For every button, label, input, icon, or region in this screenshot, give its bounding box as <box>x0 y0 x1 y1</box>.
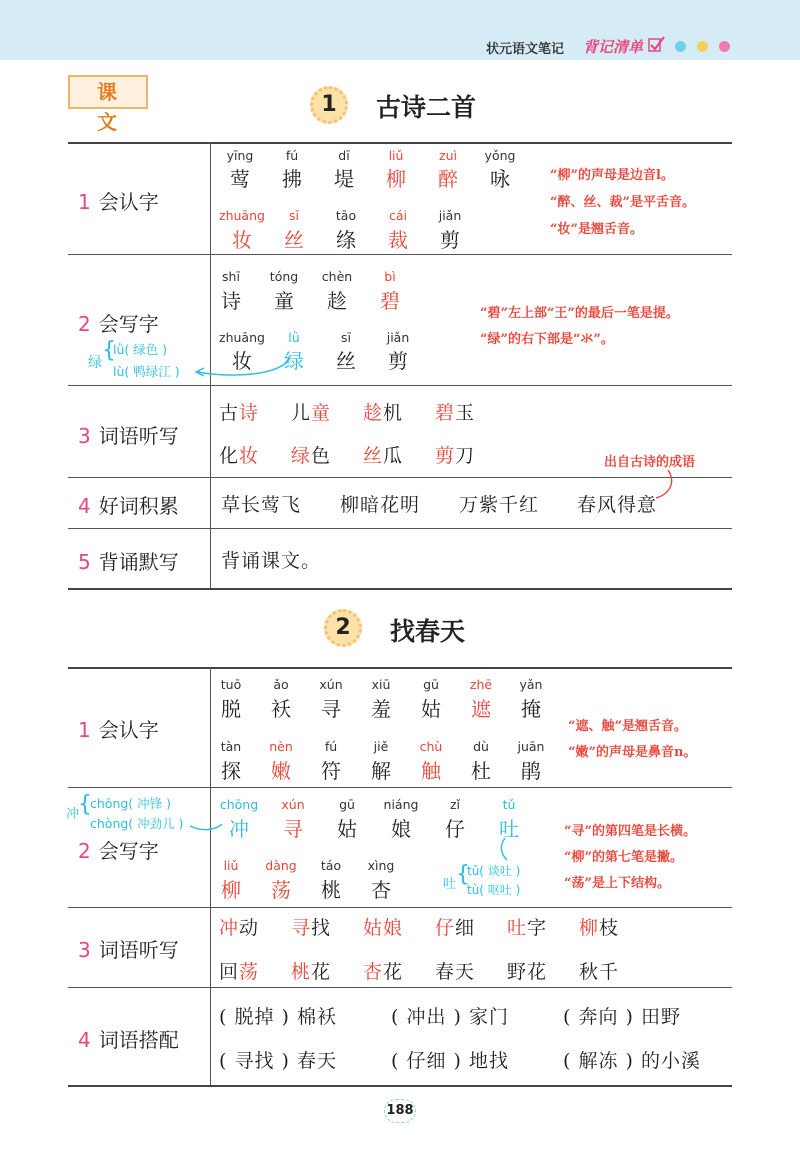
word-char: 色 <box>311 445 332 467</box>
character: 妆 <box>232 349 252 373</box>
word-char: 刀 <box>455 445 476 467</box>
dictation-word <box>507 957 547 984</box>
character: 碧 <box>380 289 400 313</box>
pinyin: jiě <box>373 739 389 754</box>
note: “嫩”的声母是鼻音n。 <box>568 745 697 760</box>
word-char: 吐 <box>507 917 528 939</box>
pinyin: cái <box>388 208 407 223</box>
collocation: ( 奔向 ) 田野 <box>563 1006 681 1028</box>
character: 荡 <box>271 878 291 902</box>
dictation-word <box>363 957 403 984</box>
pinyin: xiū <box>371 677 391 692</box>
word-char: 绿 <box>291 445 312 467</box>
pinyin: zuì <box>439 148 457 163</box>
character: 嫩 <box>271 759 291 783</box>
dictation-word <box>435 398 475 425</box>
dictation-word <box>435 957 475 984</box>
note: “绿”的右下部是“氺”。 <box>480 332 614 347</box>
poly-char: 绿 <box>88 355 102 371</box>
dictation-word <box>579 957 619 984</box>
dictation-word <box>219 398 259 425</box>
word-char: 玉 <box>455 402 476 424</box>
character: 遮 <box>471 697 491 721</box>
word-char: 剪 <box>435 445 456 467</box>
character: 绿 <box>284 349 304 373</box>
pinyin: tóng <box>269 269 299 284</box>
character: 仔 <box>445 817 465 841</box>
character: 莺 <box>230 167 250 191</box>
dictation-word <box>363 398 403 425</box>
dictation-word <box>219 957 259 984</box>
character: 娘 <box>391 817 411 841</box>
character: 桃 <box>321 878 341 902</box>
page-number: 188 <box>384 1099 416 1123</box>
character: 诗 <box>221 289 241 313</box>
pinyin: fú <box>285 148 299 163</box>
character: 探 <box>221 759 241 783</box>
pinyin: gū <box>423 677 439 692</box>
pinyin: yǒng <box>484 148 516 163</box>
dictation-word <box>579 913 619 940</box>
poly-char: 吐 <box>443 877 457 892</box>
pinyin: xún <box>319 677 343 692</box>
character: 绦 <box>336 228 356 252</box>
word-char: 春 <box>435 961 456 983</box>
brace-icon: { <box>456 862 470 887</box>
poly-reading: tǔ( 谈吐 ) <box>467 864 521 878</box>
slogan: 背记清单 <box>583 38 644 56</box>
collocation: ( 冲出 ) 家门 <box>391 1006 509 1028</box>
word-char: 寻 <box>291 917 312 939</box>
word-char: 花 <box>383 961 404 983</box>
word-char: 天 <box>455 961 476 983</box>
collocation: ( 脱掉 ) 棉袄 <box>219 1006 337 1028</box>
character: 丝 <box>336 349 356 373</box>
character: 姑 <box>421 697 441 721</box>
word-char: 古 <box>219 402 240 424</box>
note: “妆”是翘舌音。 <box>550 222 643 237</box>
poly-reading: lù( 鸭绿江 ) <box>113 364 180 379</box>
l2-row1-label: 1 会认字 <box>78 718 159 742</box>
note: “遮、触”是翘舌音。 <box>568 719 687 734</box>
character: 杜 <box>471 759 491 783</box>
word-char: 桃 <box>291 961 312 983</box>
character: 咏 <box>490 167 510 191</box>
word-char: 花 <box>527 961 548 983</box>
note: “柳”的第七笔是撇。 <box>564 850 683 865</box>
character: 冲 <box>229 817 249 841</box>
word-char: 动 <box>239 917 260 939</box>
character: 剪 <box>388 349 408 373</box>
character: 妆 <box>232 228 252 252</box>
pinyin: chèn <box>321 269 353 284</box>
note: “碧”左上部“王”的最后一笔是提。 <box>480 306 679 321</box>
table2-top-border <box>68 667 732 669</box>
character: 掩 <box>521 697 541 721</box>
pinyin: zǐ <box>449 797 461 812</box>
lesson1-title: 古诗二首 <box>376 93 477 122</box>
poly-reading: lǜ( 绿色 ) <box>113 342 168 357</box>
character: 醉 <box>438 167 458 191</box>
word-char: 字 <box>527 917 548 939</box>
dictation-word <box>291 441 331 468</box>
poly-reading: chòng( 冲劲儿 ) <box>90 816 184 831</box>
l1-row4-label: 4 好词积累 <box>78 494 179 518</box>
word-char: 化 <box>219 445 240 467</box>
l2-row4-label: 4 词语搭配 <box>78 1028 179 1052</box>
word-char: 儿 <box>291 402 312 424</box>
pinyin: jiǎn <box>386 330 410 345</box>
pinyin: tǔ <box>502 797 516 812</box>
arrow-icon <box>190 340 300 380</box>
character: 解 <box>371 759 391 783</box>
word-char: 细 <box>455 917 476 939</box>
dictation-word <box>291 398 331 425</box>
note: “醉、丝、裁”是平舌音。 <box>550 195 695 210</box>
poly-reading: chōng( 冲锋 ) <box>90 796 171 811</box>
collocation: ( 仔细 ) 地找 <box>391 1050 509 1072</box>
character: 触 <box>421 759 441 783</box>
l2-row3-label: 3 词语听写 <box>78 938 179 962</box>
pinyin: táo <box>320 858 342 873</box>
pinyin: nèn <box>269 739 293 754</box>
pinyin: zhē <box>469 677 493 692</box>
character: 寻 <box>283 817 303 841</box>
word-char: 秋 <box>579 961 600 983</box>
word-char: 诗 <box>239 402 260 424</box>
word-char: 花 <box>311 961 332 983</box>
pinyin: yīng <box>226 148 254 163</box>
table2-divider <box>68 987 732 988</box>
table1-bottom-border <box>68 588 732 590</box>
pinyin: juān <box>517 739 545 754</box>
word: 万紫千红 <box>459 494 540 516</box>
arrow-icon <box>188 806 228 836</box>
character: 袄 <box>271 697 291 721</box>
word-char: 姑 <box>363 917 384 939</box>
poly-char: 冲 <box>66 807 80 822</box>
pinyin: yǎn <box>519 677 543 692</box>
section-tag: 课 文 <box>68 75 148 109</box>
pinyin: lǜ <box>288 330 300 345</box>
pinyin: tāo <box>335 208 357 223</box>
pinyin: chōng <box>219 797 259 812</box>
character: 趁 <box>327 289 347 313</box>
word-char: 杏 <box>363 961 384 983</box>
decor-dot-cyan-icon <box>675 41 686 52</box>
word-char: 千 <box>599 961 620 983</box>
character: 姑 <box>337 817 357 841</box>
character: 童 <box>274 289 294 313</box>
l1-row5-label: 5 背诵默写 <box>78 550 179 574</box>
pinyin: tàn <box>220 739 242 754</box>
word-char: 趁 <box>363 402 384 424</box>
decor-dot-pink-icon <box>719 41 730 52</box>
check-icon <box>648 35 666 53</box>
l1-row3-label: 3 词语听写 <box>78 424 179 448</box>
word-char: 找 <box>311 917 332 939</box>
character: 寻 <box>321 697 341 721</box>
dictation-word <box>435 913 475 940</box>
note: 出自古诗的成语 <box>604 455 696 470</box>
lesson2-title: 找春天 <box>390 617 466 646</box>
l2-row2-label: 2 会写字 <box>78 839 159 863</box>
pinyin: sī <box>289 208 299 223</box>
pinyin: tuō <box>220 677 242 692</box>
pinyin: shī <box>222 269 240 284</box>
pinyin: xìng <box>367 858 395 873</box>
character: 脱 <box>221 697 241 721</box>
word-char: 仔 <box>435 917 456 939</box>
note: “柳”的声母是边音l。 <box>550 168 674 183</box>
word-char: 枝 <box>599 917 620 939</box>
table1-divider <box>68 385 732 386</box>
lesson2-number: 2 <box>324 609 362 647</box>
brace-icon: { <box>102 338 116 363</box>
dictation-word <box>363 441 403 468</box>
table1-divider <box>68 254 732 255</box>
pinyin: gū <box>339 797 355 812</box>
dictation-word <box>363 913 403 940</box>
character: 羞 <box>371 697 391 721</box>
recite-text: 背诵课文。 <box>221 550 322 572</box>
brace-icon: { <box>78 792 92 817</box>
dictation-word <box>219 913 259 940</box>
pinyin: zhuāng <box>219 208 265 223</box>
dictation-word <box>507 913 547 940</box>
brand-title: 状元语文笔记 <box>486 42 565 57</box>
word-char: 娘 <box>383 917 404 939</box>
character: 吐 <box>499 817 519 841</box>
word: 春风得意 <box>577 494 658 516</box>
pinyin: niáng <box>383 797 419 812</box>
table1-divider <box>68 477 732 478</box>
word-char: 机 <box>383 402 404 424</box>
word-char: 回 <box>219 961 240 983</box>
decor-dot-yellow-icon <box>697 41 708 52</box>
dictation-word <box>435 441 475 468</box>
dictation-word <box>291 913 331 940</box>
dictation-word <box>291 957 331 984</box>
pinyin: fú <box>324 739 338 754</box>
collocation: ( 寻找 ) 春天 <box>219 1050 337 1072</box>
word-char: 丝 <box>363 445 384 467</box>
note: “寻”的第四笔是长横。 <box>564 824 696 839</box>
character: 鹃 <box>521 759 541 783</box>
l1-row1-label: 1 会认字 <box>78 190 159 214</box>
word-char: 妆 <box>239 445 260 467</box>
collocation: ( 解冻 ) 的小溪 <box>563 1050 701 1072</box>
character: 剪 <box>440 228 460 252</box>
word-char: 荡 <box>239 961 260 983</box>
dictation-word <box>219 441 259 468</box>
pinyin: sī <box>341 330 351 345</box>
l1-row2-label: 2 会写字 <box>78 312 159 336</box>
character: 拂 <box>282 167 302 191</box>
pinyin: dàng <box>265 858 297 873</box>
table1-top-border <box>68 142 732 144</box>
pinyin: ǎo <box>273 677 289 692</box>
pinyin: liǔ <box>223 858 239 873</box>
table1-divider <box>68 528 732 529</box>
character: 堤 <box>334 167 354 191</box>
poly-reading: tù( 呕吐 ) <box>467 883 521 897</box>
character: 柳 <box>386 167 406 191</box>
character: 杏 <box>371 878 391 902</box>
word-char: 瓜 <box>383 445 404 467</box>
word: 草长莺飞 <box>221 494 302 516</box>
word-char: 碧 <box>435 402 456 424</box>
pinyin: jiǎn <box>438 208 462 223</box>
word-char: 冲 <box>219 917 240 939</box>
word-char: 童 <box>311 402 332 424</box>
character: 丝 <box>284 228 304 252</box>
word: 柳暗花明 <box>340 494 421 516</box>
table2-bottom-border <box>68 1085 732 1087</box>
pinyin: chù <box>419 739 443 754</box>
pinyin: dù <box>473 739 489 754</box>
pinyin: bì <box>384 269 396 284</box>
character: 符 <box>321 759 341 783</box>
word-char: 野 <box>507 961 528 983</box>
character: 柳 <box>221 878 241 902</box>
pinyin: xún <box>281 797 305 812</box>
pinyin: dī <box>338 148 350 163</box>
table2-divider <box>68 907 732 908</box>
lesson1-number: 1 <box>310 86 348 124</box>
table2-divider <box>68 787 732 788</box>
arrow-icon <box>495 836 515 864</box>
note: “荡”是上下结构。 <box>564 876 670 891</box>
pinyin: liǔ <box>388 148 404 163</box>
character: 裁 <box>388 228 408 252</box>
word-char: 柳 <box>579 917 600 939</box>
pinyin: zhuāng <box>219 330 265 345</box>
